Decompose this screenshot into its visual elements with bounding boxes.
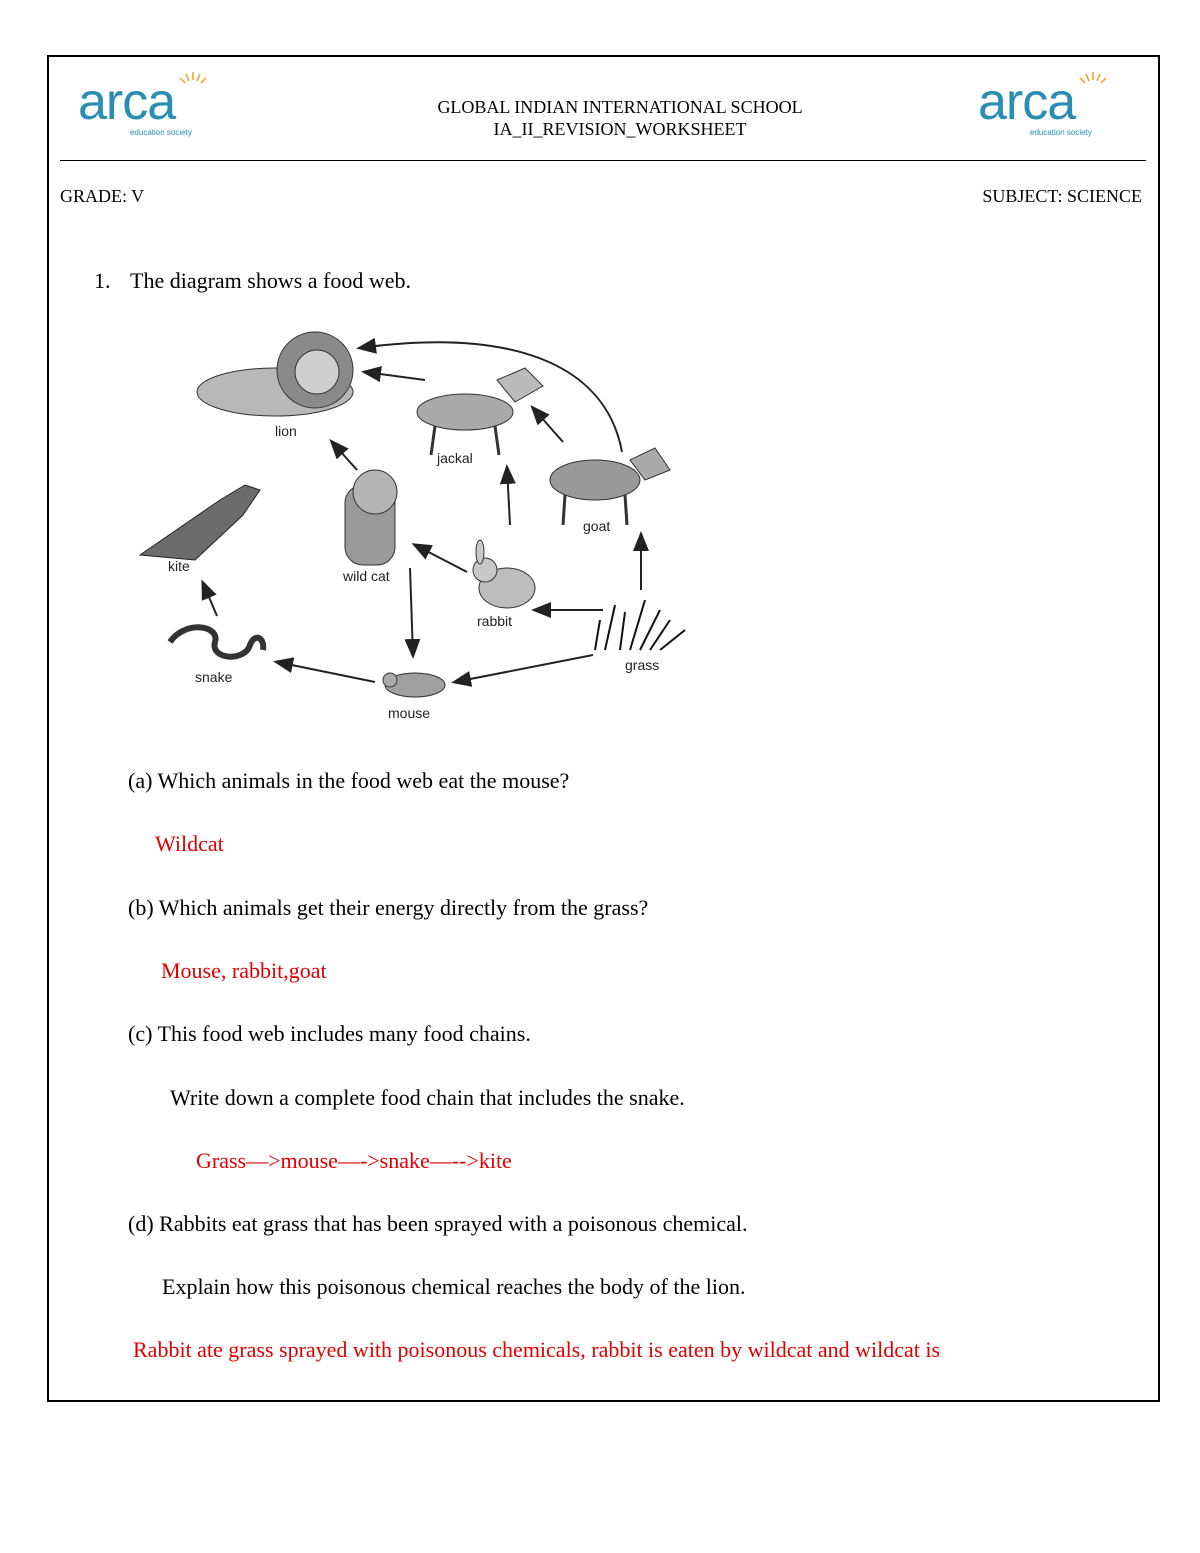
diagram-label-grass: grass <box>625 657 660 673</box>
logo-tagline: education society <box>1030 128 1092 137</box>
wild-cat-icon <box>345 470 397 565</box>
answer-a: Wildcat <box>155 831 224 856</box>
logo-tagline: education society <box>130 128 192 137</box>
question-number: 1. <box>94 268 111 293</box>
diagram-label-kite: kite <box>168 558 190 574</box>
diagram-label-jackal: jackal <box>437 450 473 466</box>
answer-b: Mouse, rabbit,goat <box>161 958 327 983</box>
logo-wordmark: arca <box>978 73 1076 131</box>
question-1 <box>94 268 411 294</box>
snake-icon <box>170 627 263 656</box>
question-text: The diagram shows a food web. <box>130 268 412 293</box>
question-b: (b) Which animals get their energy directly from the grass? <box>128 895 649 920</box>
food-web-diagram <box>125 320 705 725</box>
grade-label: GRADE: V <box>60 186 145 206</box>
page-border <box>47 55 1160 1402</box>
diagram-label-snake: snake <box>195 669 233 685</box>
rabbit-icon <box>473 540 535 608</box>
mouse-icon <box>383 673 445 697</box>
question-a: (a) Which animals in the food web eat the mouse? <box>128 768 570 793</box>
goat-icon <box>550 448 670 525</box>
diagram-label-goat: goat <box>583 518 611 534</box>
question-c-instruction: Write down a complete food chain that includes the snake. <box>170 1085 685 1110</box>
answer-c: Grass—>mouse—->snake—-->kite <box>196 1148 512 1173</box>
question-d: (d) Rabbits eat grass that has been sprayed with a poisonous chemical. <box>128 1211 748 1236</box>
question-c: (c) This food web includes many food chains. <box>128 1021 531 1046</box>
diagram-label-wild-cat: wild cat <box>343 568 390 584</box>
question-d-instruction: Explain how this poisonous chemical reaches the body of the lion. <box>162 1274 746 1299</box>
jackal-icon <box>417 368 543 455</box>
answer-d: Rabbit ate grass sprayed with poisonous chemicals, rabbit is eaten by wildcat and wildcat is <box>133 1337 941 1362</box>
school-name: GLOBAL INDIAN INTERNATIONAL SCHOOL <box>437 97 803 117</box>
worksheet-title: IA_II_REVISION_WORKSHEET <box>493 119 747 139</box>
header-divider <box>60 160 1146 161</box>
logo-wordmark: arca <box>78 73 176 131</box>
diagram-label-mouse: mouse <box>388 705 431 721</box>
kite-icon <box>140 485 260 560</box>
lion-icon <box>197 332 353 416</box>
subject-label: SUBJECT: SCIENCE <box>982 186 1142 206</box>
arca-logo-right <box>978 68 1118 138</box>
diagram-label-lion: lion <box>275 423 297 439</box>
grass-icon <box>595 600 685 650</box>
diagram-label-rabbit: rabbit <box>477 613 513 629</box>
